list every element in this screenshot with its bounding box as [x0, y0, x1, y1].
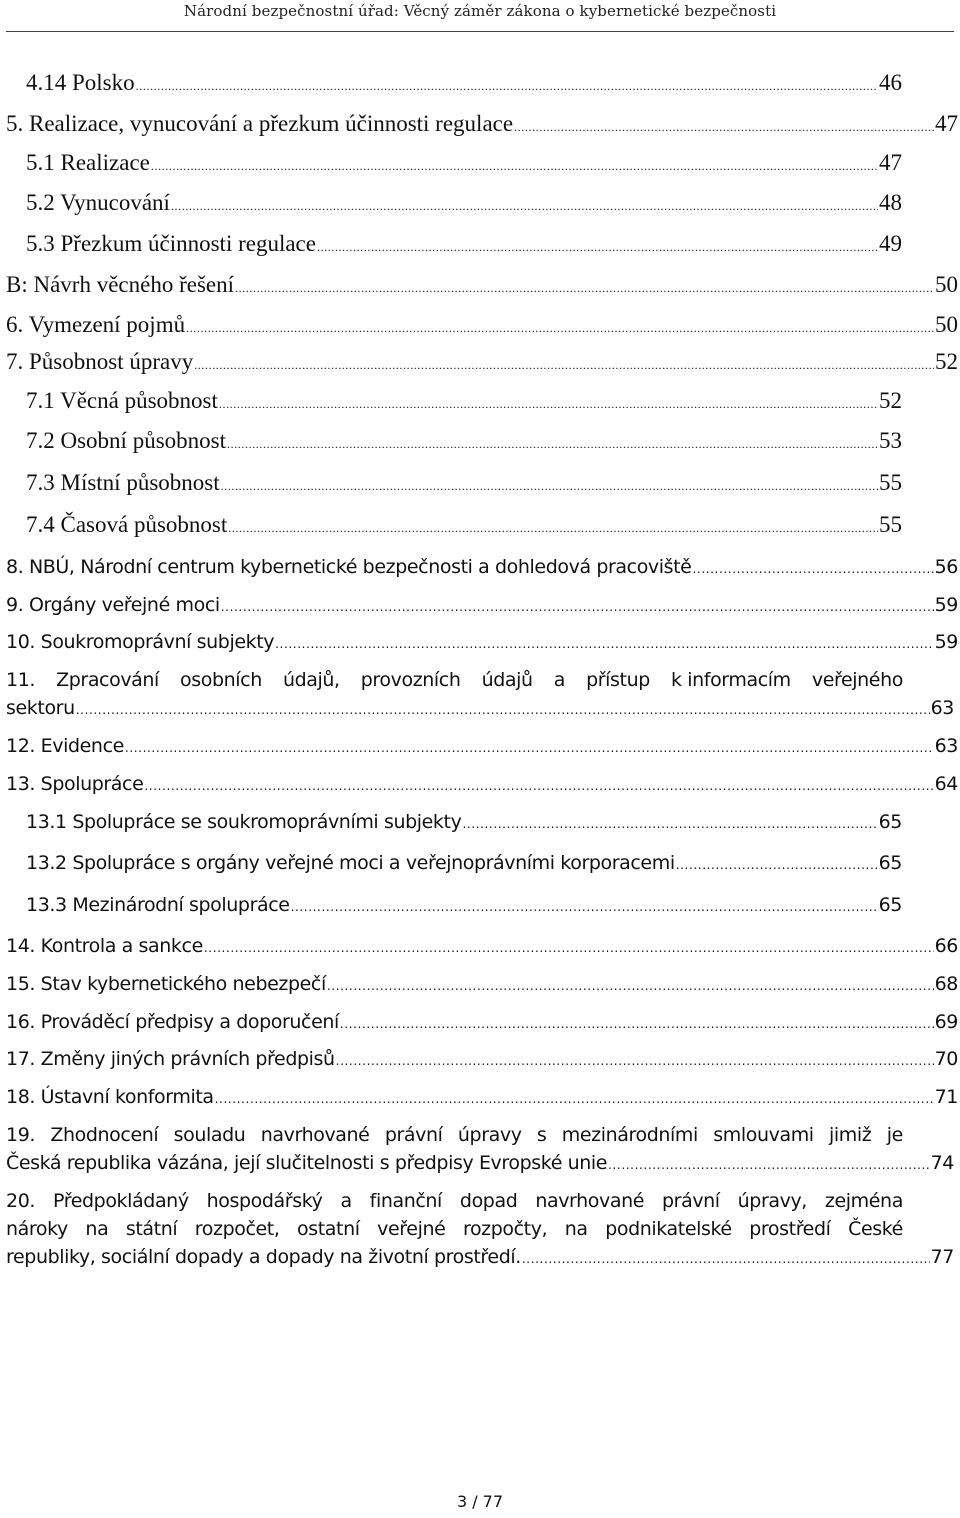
toc-entry[interactable] — [26, 811, 902, 833]
toc-leader-dots — [76, 703, 930, 717]
toc-entry-page: 50 — [935, 312, 958, 337]
toc-entry-title: 13.3 Mezinárodní spolupráce — [26, 894, 290, 916]
toc-entry[interactable] — [26, 388, 902, 414]
toc-leader-dots — [522, 1252, 930, 1266]
toc-entry[interactable] — [26, 190, 902, 216]
toc-entry[interactable] — [6, 111, 958, 137]
header-rule — [6, 31, 954, 32]
toc-entry-title: 5.2 Vynucování — [26, 190, 170, 215]
toc-entry[interactable] — [6, 1124, 954, 1184]
toc-leader-dots — [275, 637, 933, 651]
toc-entry-title: 10. Soukromoprávní subjekty — [6, 631, 275, 653]
toc-entry-page: 70 — [934, 1048, 958, 1070]
toc-leader-dots — [144, 779, 933, 793]
toc-entry-page: 65 — [878, 852, 902, 874]
toc-entry-title: 13. Spolupráce — [6, 773, 144, 795]
toc-entry-page: 63 — [934, 735, 958, 757]
toc-leader-dots — [291, 900, 878, 914]
toc-leader-dots — [219, 397, 878, 412]
toc-entry-title: B: Návrh věcného řešení — [6, 272, 235, 297]
toc-entry-title-line: Česká republika vázána, její slučitelnosti s předpisy Evropské unie ..... 74 — [6, 1152, 954, 1174]
toc-entry-page: 55 — [879, 470, 902, 495]
toc-entry-title-line: sektoru ..... 63 — [6, 697, 954, 719]
toc-entry-title: 7.2 Osobní působnost — [26, 428, 226, 453]
toc-entry-title: 5.1 Realizace — [26, 150, 150, 175]
toc-entry-title: 6. Vymezení pojmů — [6, 312, 186, 337]
toc-entry[interactable] — [26, 470, 902, 496]
toc-entry-title: 5. Realizace, vynucování a přezkum účinnosti regulace — [6, 111, 514, 136]
toc-entry[interactable] — [26, 852, 902, 874]
toc-entry[interactable] — [6, 594, 958, 616]
toc-entry-page: 52 — [935, 349, 958, 374]
toc-entry[interactable] — [26, 894, 902, 916]
toc-entry-title: 4.14 Polsko — [26, 70, 135, 95]
toc-entry[interactable] — [26, 70, 902, 96]
toc-entry-title-line: 19. Zhodnocení souladu navrhované právní úpravy s mezinárodními smlouvami jimiž je — [6, 1124, 903, 1146]
toc-entry[interactable] — [26, 428, 902, 454]
toc-entry-page: 63 — [930, 697, 954, 719]
toc-leader-dots — [608, 1158, 930, 1172]
toc-leader-dots — [317, 240, 878, 255]
toc-entry[interactable] — [6, 735, 958, 757]
toc-entry-title-line: nároky na státní rozpočet, ostatní veřejné rozpočty, na podnikatelské prostředí České — [6, 1218, 903, 1240]
toc-entry[interactable] — [6, 272, 958, 298]
toc-entry-page: 52 — [879, 388, 902, 413]
toc-leader-dots — [227, 437, 878, 452]
toc-leader-dots — [336, 1054, 934, 1068]
toc-entry-page: 74 — [930, 1152, 954, 1174]
toc-entry[interactable] — [6, 312, 958, 338]
toc-leader-dots — [327, 979, 934, 993]
toc-entry[interactable] — [6, 935, 958, 957]
toc-entry[interactable] — [6, 973, 958, 995]
toc-entry-page: 69 — [934, 1011, 958, 1033]
toc-entry-page: 50 — [935, 272, 958, 297]
toc-leader-dots — [136, 79, 878, 94]
toc-leader-dots — [221, 600, 934, 614]
toc-leader-dots — [204, 941, 934, 955]
toc-entry-title-line: republiky, sociální dopady a dopady na životní prostředí. ..... 77 — [6, 1246, 954, 1268]
toc-entry-title: 18. Ústavní konformita — [6, 1086, 214, 1108]
toc-entry-page: 56 — [934, 556, 958, 578]
toc-entry[interactable] — [6, 1190, 954, 1280]
toc-leader-dots — [171, 199, 878, 214]
toc-entry-page: 65 — [878, 811, 902, 833]
toc-entry[interactable] — [6, 669, 954, 729]
toc-entry-page: 47 — [879, 150, 902, 175]
toc-entry-page: 49 — [879, 231, 902, 256]
toc-entry[interactable] — [6, 1011, 958, 1033]
toc-leader-dots — [692, 562, 933, 576]
toc-entry[interactable] — [26, 150, 902, 176]
toc-leader-dots — [462, 817, 877, 831]
toc-leader-dots — [186, 321, 934, 336]
toc-leader-dots — [514, 120, 934, 135]
toc-entry-page: 77 — [930, 1246, 954, 1268]
toc-entry-title: 9. Orgány veřejné moci — [6, 594, 220, 616]
page-number: 3 / 77 — [456, 1492, 504, 1511]
toc-leader-dots — [194, 358, 934, 373]
toc-entry-title-line: 20. Předpokládaný hospodářský a finanční dopad navrhované právní úpravy, zejména — [6, 1190, 903, 1212]
toc-leader-dots — [125, 741, 934, 755]
toc-entry[interactable] — [6, 773, 958, 795]
toc-entry-title: 12. Evidence — [6, 735, 124, 757]
toc-leader-dots — [340, 1017, 934, 1031]
toc-entry-title: 5.3 Přezkum účinnosti regulace — [26, 231, 316, 256]
toc-entry-title: 13.2 Spolupráce s orgány veřejné moci a veřejnoprávními korporacemi — [26, 852, 675, 874]
toc-entry-page: 66 — [934, 935, 958, 957]
toc-entry-page: 59 — [934, 594, 958, 616]
running-header: Národní bezpečnostní úřad: Věcný záměr zákona o kybernetické bezpečnosti — [183, 2, 777, 20]
toc-entry[interactable] — [26, 231, 902, 257]
toc-leader-dots — [235, 281, 934, 296]
toc-entry-page: 64 — [934, 773, 958, 795]
toc-entry[interactable] — [26, 512, 902, 538]
toc-entry[interactable] — [6, 1048, 958, 1070]
toc-entry[interactable] — [6, 349, 958, 375]
toc-entry-title: 8. NBÚ, Národní centrum kybernetické bezpečnosti a dohledová pracoviště — [6, 556, 692, 578]
toc-entry-title-line: 11. Zpracování osobních údajů, provozních údajů a přístup k informacím veřejného — [6, 669, 903, 691]
toc-entry-page: 53 — [879, 428, 902, 453]
toc-entry-page: 46 — [879, 70, 902, 95]
toc-entry-title: 16. Prováděcí předpisy a doporučení — [6, 1011, 339, 1033]
toc-entry[interactable] — [6, 556, 958, 578]
toc-entry-title: 7.1 Věcná působnost — [26, 388, 218, 413]
toc-entry-title: 14. Kontrola a sankce — [6, 935, 203, 957]
toc-entry-page: 65 — [878, 894, 902, 916]
toc-leader-dots — [228, 521, 878, 536]
toc-entry-title: 15. Stav kybernetického nebezpečí — [6, 973, 326, 995]
toc-entry-page: 55 — [879, 512, 902, 537]
toc-leader-dots — [215, 1092, 934, 1106]
toc-entry[interactable] — [6, 1086, 958, 1108]
toc-leader-dots — [151, 159, 878, 174]
toc-entry-title: 7.3 Místní působnost — [26, 470, 220, 495]
toc-entry[interactable] — [6, 631, 958, 653]
toc-entry-page: 47 — [935, 111, 958, 136]
toc-entry-title: 17. Změny jiných právních předpisů — [6, 1048, 335, 1070]
toc-entry-title: 7. Působnost úpravy — [6, 349, 194, 374]
toc-leader-dots — [676, 858, 878, 872]
toc-entry-page: 59 — [934, 631, 958, 653]
toc-leader-dots — [221, 479, 878, 494]
toc-entry-title: 13.1 Spolupráce se soukromoprávními subjekty — [26, 811, 462, 833]
toc-entry-title: 7.4 Časová působnost — [26, 512, 228, 537]
toc-entry-page: 68 — [934, 973, 958, 995]
toc-entry-page: 48 — [879, 190, 902, 215]
toc-entry-page: 71 — [934, 1086, 958, 1108]
